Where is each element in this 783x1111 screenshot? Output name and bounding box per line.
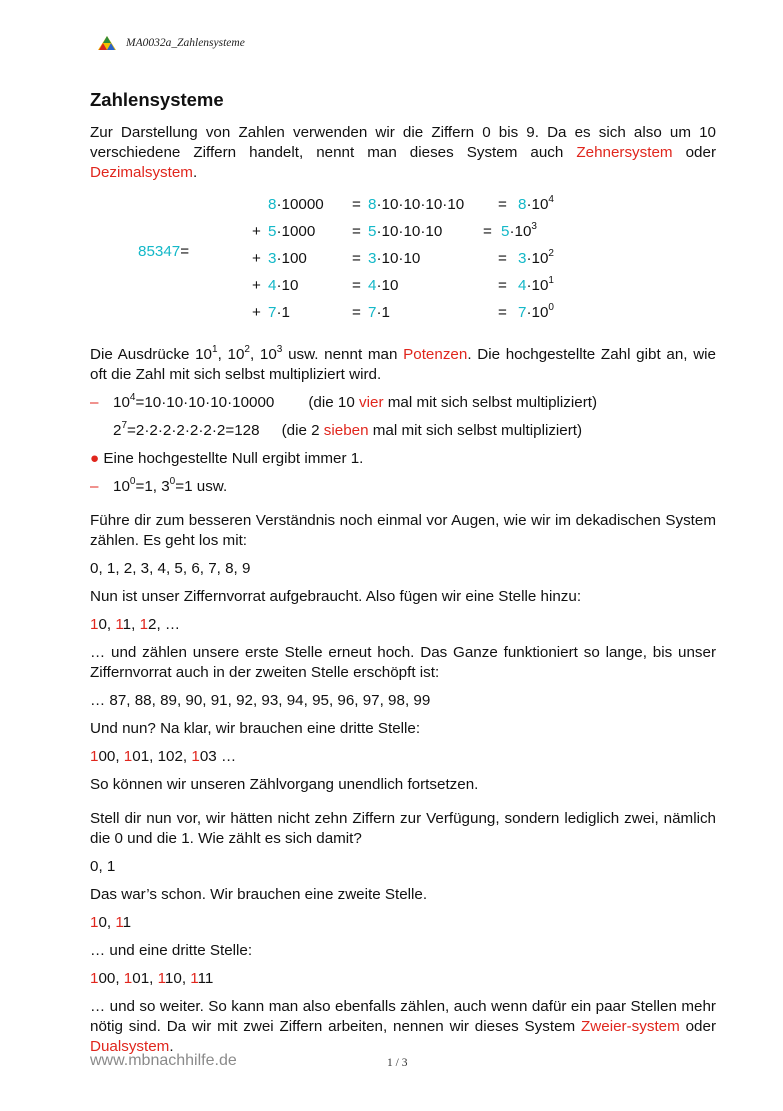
decimal-sequence-two-digits: 10, 11, 12, … [90, 616, 181, 633]
equals-sign: = [483, 223, 492, 240]
equals-sign: = [352, 196, 361, 213]
decimal-exhausted: Nun ist unser Ziffernvorrat aufgebraucht. Also fügen wir eine Stelle hinzu: [90, 588, 582, 605]
product-expansion: 4·10 [368, 277, 399, 294]
decimal-third-place: Und nun? Na klar, wir brauchen eine dritte Stelle: [90, 720, 421, 737]
term-dezimalsystem: Dezimalsystem [90, 164, 193, 181]
footer-website: www.mbnachhilfe.de [90, 1052, 237, 1069]
logo-icon [97, 35, 117, 51]
power-form: $7\cdot 10^0$ [518, 302, 554, 321]
term-dualsystem: Dualsystem [90, 1038, 170, 1055]
term-zehnersystem: Zehnersystem [576, 144, 673, 161]
product-expansion: 7·1 [368, 304, 390, 321]
digit-times-place: 4·10 [268, 277, 299, 294]
decimal-forever: So können wir unseren Zählvorgang unendlich fortsetzen. [90, 776, 479, 793]
expansion-left-side: 85347= [138, 243, 190, 260]
power-form: $3\cdot 10^2$ [518, 248, 554, 267]
decimal-continue: … und zählen unsere erste Stelle erneut hoch. Das Ganze funktioniert so lange, bis unser Ziffernvorrat auch in der zweiten Stelle erschöpft ist: [90, 644, 716, 681]
example-zero-exponent: – $10^0=1$, $3^0=1$ usw. [90, 476, 228, 495]
binary-intro: Stell dir nun vor, wir hätten nicht zehn Ziffern zur Verfügung, sondern lediglich zwei, nämlich die 0 und die 1. Wie zählt es sich damit? [90, 810, 716, 847]
power-form: $8\cdot 10^4$ [518, 194, 554, 213]
example-power-two: $2^7=2\cdot 2\cdot 2\cdot 2\cdot 2\cdot 2\cdot 2=128$ (die 2 sieben mal mit sich selbst multipliziert) [113, 420, 583, 439]
power-form: $5\cdot 10^3$ [501, 221, 537, 240]
intro-paragraph: Zur Darstellung von Zahlen verwenden wir die Ziffern 0 bis 9. Da es sich also um 10 verschiedene Ziffern handelt, nennt man dieses System auch Zehnersystem oder Dezimalsystem. [90, 124, 716, 181]
plus-sign: + [252, 250, 261, 267]
digit-times-place: 5·1000 [268, 223, 316, 240]
equals-sign: = [352, 223, 361, 240]
decimal-count-intro: Führe dir zum besseren Verständnis noch einmal vor Augen, wie wir im dekadischen System zählen. Es geht los mit: [90, 512, 716, 549]
document-code: MA0032a_Zahlensysteme [126, 37, 245, 49]
equals-sign: = [498, 250, 507, 267]
equals-sign: = [352, 304, 361, 321]
page-header [97, 34, 245, 52]
binary-conclusion: … und so weiter. So kann man also ebenfalls zählen, auch wenn dafür ein paar Stellen mehr nötig sind. Da wir mit zwei Ziffern arbeiten, nennen wir dieses System Zweier-system oder Dualsystem. [90, 998, 717, 1055]
product-expansion: 3·10·10 [368, 250, 421, 267]
document-body [90, 89, 716, 1057]
page-number: 1 / 3 [387, 1057, 408, 1069]
place-value-expansion [90, 193, 716, 337]
binary-digits: 0, 1 [90, 858, 116, 875]
decimal-sequence-three-digits: 100, 101, 102, 103 … [90, 748, 237, 765]
plus-sign: + [252, 223, 261, 240]
page-title: Zahlensysteme [90, 89, 224, 110]
product-expansion: 5·10·10·10 [368, 223, 443, 240]
equals-sign: = [498, 277, 507, 294]
example-power-ten: – $10^4=10\cdot 10\cdot 10\cdot 10\cdot 10000$ (die 10 vier mal mit sich selbst multipliziert) [90, 392, 598, 411]
term-zweiersystem: Zweier-system [581, 1018, 680, 1035]
equals-sign: = [352, 250, 361, 267]
binary-sequence-two-digits: 10, 11 [90, 914, 132, 931]
digit-times-place: 7·1 [268, 304, 290, 321]
power-form: $4\cdot 10^1$ [518, 275, 554, 294]
equals-sign: = [498, 304, 507, 321]
term-potenzen: Potenzen [403, 346, 468, 363]
decimal-sequence-end: … 87, 88, 89, 90, 91, 92, 93, 94, 95, 96, 97, 98, 99 [90, 692, 431, 709]
powers-paragraph: Die Ausdrücke $10^1$, $10^2$, $10^3$ usw. nennt man Potenzen. Die hochgestellte Zahl gibt an, wie oft die Zahl mit sich selbst multipliziert wird. [90, 344, 716, 383]
digit-times-place: 3·100 [268, 250, 307, 267]
plus-sign: + [252, 304, 261, 321]
equals-sign: = [352, 277, 361, 294]
rule-zero-exponent: ● Eine hochgestellte Null ergibt immer 1. [90, 450, 364, 467]
plus-sign: + [252, 277, 261, 294]
digit-times-place: 8·10000 [268, 196, 324, 213]
equals-sign: = [498, 196, 507, 213]
binary-sequence-three-digits: 100, 101, 110, 111 [90, 970, 214, 987]
bullet-icon: ● [90, 450, 100, 467]
binary-second-place: Das war’s schon. Wir brauchen eine zweite Stelle. [90, 886, 428, 903]
product-expansion: 8·10·10·10·10 [368, 196, 465, 213]
decimal-digits: 0, 1, 2, 3, 4, 5, 6, 7, 8, 9 [90, 560, 251, 577]
binary-third-place: … und eine dritte Stelle: [90, 942, 253, 959]
